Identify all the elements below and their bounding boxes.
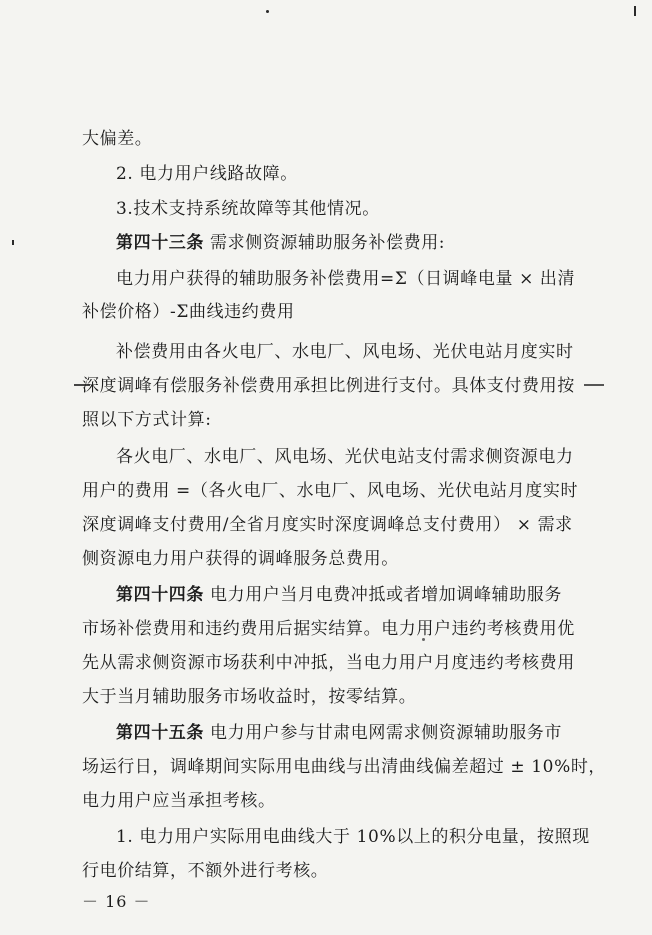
text-line: 补偿费用由各火电厂、水电厂、风电场、光伏电站月度实时 [116,342,574,362]
scan-dot [266,10,269,13]
article-heading-43 [116,232,445,254]
scan-mark [12,240,14,245]
text-line: 用户的费用 =（各火电厂、水电厂、风电场、光伏电站月度实时 [82,481,579,501]
text-line: 先从需求侧资源市场获利中冲抵，当电力用户月度违约考核费用 [82,653,575,673]
list-item: 3.技术支持系统故障等其他情况。 [116,199,380,219]
scan-mark [634,6,636,16]
article-text: 电力用户当月电费冲抵或者增加调峰辅助服务 [204,585,563,605]
formula-line: 补偿价格）-Σ曲线违约费用 [82,302,295,322]
text-line: 电力用户应当承担考核。 [82,791,276,811]
article-heading-45 [116,722,562,744]
article-label: 第四十三条 [116,233,204,253]
text-line: 深度调峰支付费用/全省月度实时深度调峰总支付费用） × 需求 [82,515,573,535]
text-line: 市场补偿费用和违约费用后据实结算。电力用户违约考核费用优 [82,619,575,639]
text-line: 深度调峰有偿服务补偿费用承担比例进行支付。具体支付费用按 [82,376,575,396]
text-line: 各火电厂、水电厂、风电场、光伏电站支付需求侧资源电力 [116,447,574,467]
text-line: 场运行日，调峰期间实际用电曲线与出清曲线偏差超过 ± 10%时， [82,757,607,777]
list-item: 1. 电力用户实际用电曲线大于 10%以上的积分电量，按照现 [116,827,590,847]
article-label: 第四十五条 [116,723,204,743]
article-text: 电力用户参与甘肃电网需求侧资源辅助服务市 [204,723,563,743]
list-item: 2. 电力用户线路故障。 [116,164,298,184]
text-line: 照以下方式计算: [82,410,212,430]
article-heading-44 [116,584,562,606]
article-label: 第四十四条 [116,585,204,605]
text-line: 行电价结算，不额外进行考核。 [82,861,329,881]
scan-mark [584,384,604,386]
text-line: 侧资源电力用户获得的调峰服务总费用。 [82,549,399,569]
page-number: － 16 － [82,892,151,911]
formula-line: 电力用户获得的辅助服务补偿费用=Σ（日调峰电量 × 出清 [116,269,576,289]
text-line: 大于当月辅助服务市场收益时，按零结算。 [82,687,417,707]
article-title: 需求侧资源辅助服务补偿费用: [204,233,446,253]
text-line: 大偏差。 [82,129,153,149]
